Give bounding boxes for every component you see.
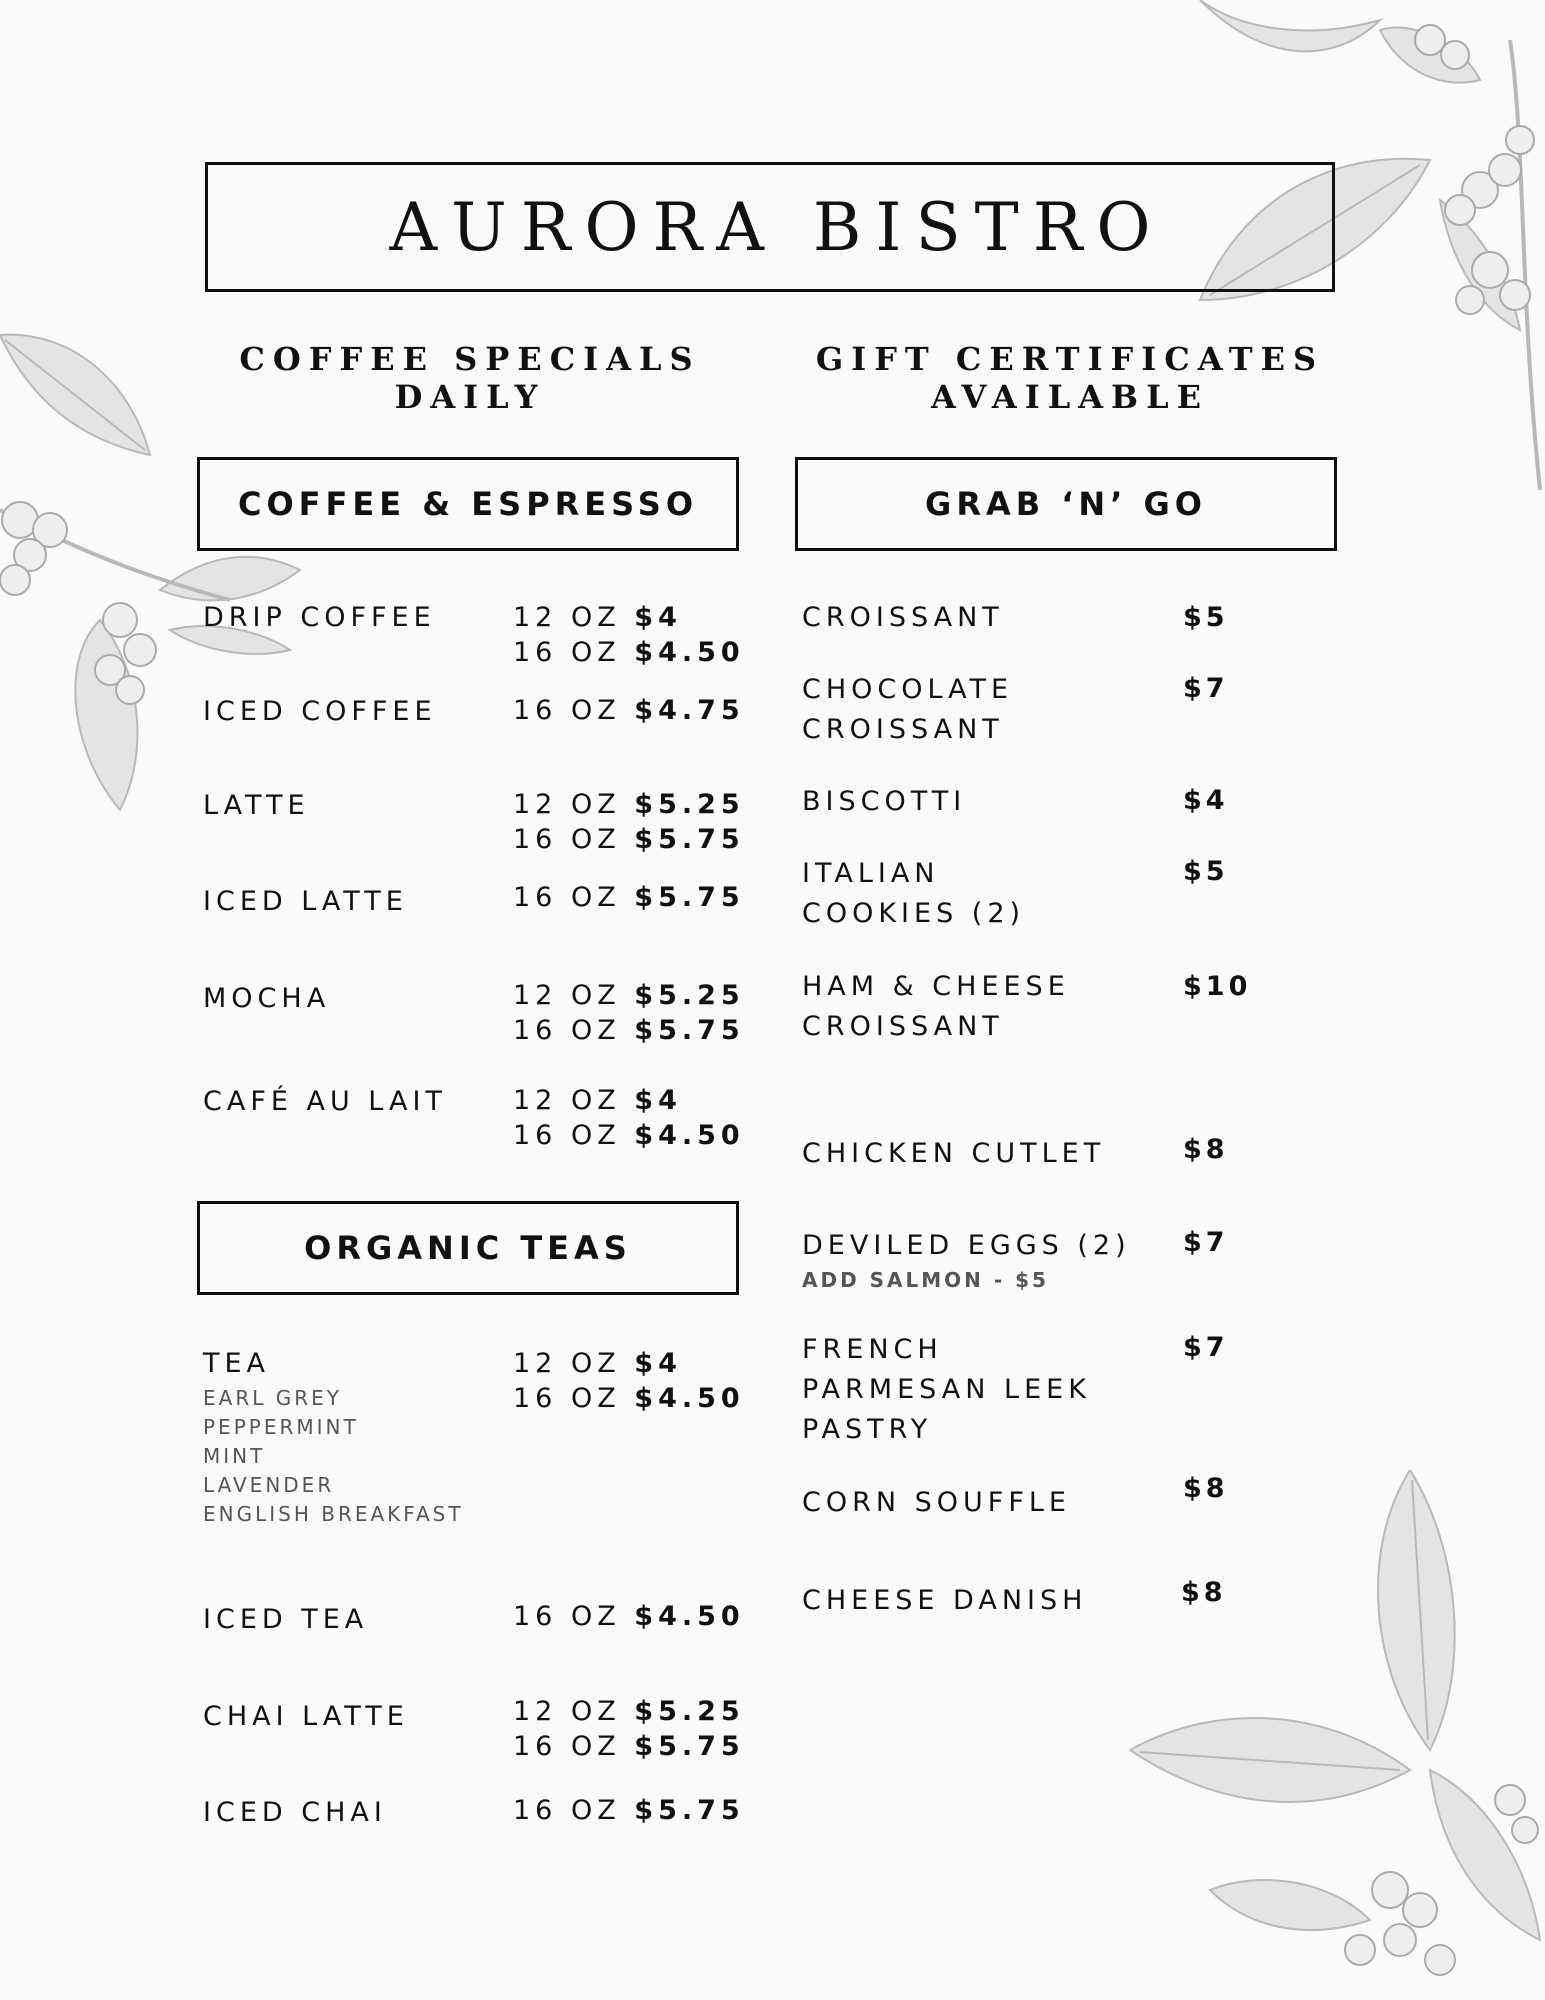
item-price: $7 [1183, 1332, 1229, 1363]
price-size: 16 OZ [513, 1601, 621, 1632]
price-line [513, 880, 745, 915]
item-name: CHOCOLATE [802, 674, 1014, 705]
item-name: ICED COFFEE [203, 696, 437, 727]
item-prices [513, 1599, 745, 1634]
item-price: $4 [1183, 785, 1229, 816]
menu-item [203, 786, 310, 826]
item-prices [513, 1694, 745, 1764]
menu-item [802, 1483, 1071, 1523]
price-value: $5.25 [634, 789, 745, 820]
price-value: $4.50 [634, 1383, 745, 1414]
item-name: CHEESE DANISH [802, 1585, 1088, 1616]
menu-item [203, 882, 408, 922]
menu-item [203, 1344, 464, 1529]
item-price: $7 [1183, 1227, 1229, 1258]
tagline-line: DAILY [394, 378, 546, 416]
price-value: $5.75 [634, 1795, 745, 1826]
price-value: $4 [634, 602, 682, 633]
item-note: ADD SALMON - $5 [802, 1268, 1049, 1292]
item-name: ICED LATTE [203, 886, 408, 917]
menu-item [203, 1793, 387, 1833]
section-title: ORGANIC TEAS [304, 1229, 632, 1267]
item-name: PARMESAN LEEK [802, 1374, 1091, 1405]
menu-item [203, 598, 436, 638]
item-prices [513, 978, 745, 1048]
coffee-branch-bottom-right-icon [1130, 1470, 1545, 2000]
item-name: FRENCH [802, 1334, 943, 1365]
item-name: BISCOTTI [802, 786, 967, 817]
price-line [513, 1083, 745, 1118]
section-title: COFFEE & ESPRESSO [237, 485, 699, 523]
tea-variety: MINT [203, 1444, 266, 1468]
price-line [513, 600, 745, 635]
item-prices [513, 787, 745, 857]
price-value: $5.75 [634, 1731, 745, 1762]
item-name: MOCHA [203, 983, 331, 1014]
price-value: $4 [634, 1348, 682, 1379]
menu-item [802, 598, 1004, 638]
tea-variety: EARL GREY [203, 1386, 342, 1410]
price-size: 16 OZ [513, 637, 621, 668]
price-value: $5.25 [634, 980, 745, 1011]
price-size: 12 OZ [513, 1348, 621, 1379]
price-size: 16 OZ [513, 1015, 621, 1046]
price-value: $5.25 [634, 1696, 745, 1727]
item-name: CROISSANT [802, 602, 1004, 633]
price-size: 16 OZ [513, 1795, 621, 1826]
item-name: DRIP COFFEE [203, 602, 436, 633]
item-name: CHICKEN CUTLET [802, 1138, 1106, 1169]
price-line [513, 1346, 745, 1381]
page-title: AURORA BISTRO [389, 188, 1165, 266]
price-line [513, 978, 745, 1013]
tagline-coffee-specials [190, 340, 750, 416]
price-line [513, 635, 745, 670]
item-prices [513, 693, 745, 728]
item-price: $8 [1183, 1134, 1229, 1165]
price-line [513, 1599, 745, 1634]
menu-item [802, 1581, 1087, 1621]
item-prices [513, 600, 745, 670]
price-size: 16 OZ [513, 1120, 621, 1151]
menu-item [203, 692, 437, 732]
price-line [513, 1381, 745, 1416]
section-title: GRAB ‘N’ GO [925, 485, 1207, 523]
price-size: 16 OZ [513, 824, 621, 855]
tagline-line: COFFEE SPECIALS [239, 340, 701, 378]
price-value: $4.75 [634, 695, 745, 726]
menu-item [802, 854, 1025, 934]
price-size: 16 OZ [513, 695, 621, 726]
item-prices [513, 1793, 745, 1828]
item-name: CROISSANT [802, 714, 1004, 745]
section-header-grab [795, 457, 1337, 551]
title-box [205, 162, 1335, 292]
price-line [513, 1694, 745, 1729]
item-name: PASTRY [802, 1414, 933, 1445]
menu-item [802, 967, 1070, 1047]
item-name: ICED TEA [203, 1604, 369, 1635]
tea-variety: ENGLISH BREAKFAST [203, 1502, 464, 1526]
menu-item [802, 782, 966, 822]
menu-item [203, 979, 330, 1019]
price-value: $4.50 [634, 1601, 745, 1632]
section-header-teas [197, 1201, 739, 1295]
menu-item [802, 1134, 1105, 1174]
item-name: LATTE [203, 790, 310, 821]
item-prices [513, 880, 745, 915]
tagline-line: AVAILABLE [931, 378, 1209, 416]
section-header-coffee [197, 457, 739, 551]
menu-item [802, 1226, 1131, 1295]
price-line [513, 822, 745, 857]
item-name: DEVILED EGGS (2) [802, 1230, 1131, 1261]
price-line [513, 1013, 745, 1048]
item-price: $5 [1183, 602, 1229, 633]
item-prices [513, 1346, 745, 1416]
tea-variety: LAVENDER [203, 1473, 335, 1497]
price-size: 12 OZ [513, 980, 621, 1011]
price-line [513, 693, 745, 728]
price-size: 16 OZ [513, 1383, 621, 1414]
menu-item [203, 1082, 447, 1122]
price-size: 12 OZ [513, 1085, 621, 1116]
item-name: CORN SOUFFLE [802, 1487, 1071, 1518]
item-name: ICED CHAI [203, 1797, 387, 1828]
item-price: $8 [1181, 1577, 1227, 1608]
price-value: $4 [634, 1085, 682, 1116]
menu-item [203, 1600, 368, 1640]
item-prices [513, 1083, 745, 1153]
menu-item [802, 670, 1013, 750]
item-name: CHAI LATTE [203, 1701, 409, 1732]
price-value: $5.75 [634, 824, 745, 855]
price-size: 12 OZ [513, 789, 621, 820]
price-size: 16 OZ [513, 882, 621, 913]
price-line [513, 1793, 745, 1828]
item-name: CAFÉ AU LAIT [203, 1086, 447, 1117]
price-value: $5.75 [634, 882, 745, 913]
price-line [513, 787, 745, 822]
price-line [513, 1729, 745, 1764]
item-price: $7 [1183, 673, 1229, 704]
item-name: TEA [203, 1348, 271, 1379]
tagline-gift-certificates [790, 340, 1350, 416]
item-name: COOKIES (2) [802, 898, 1026, 929]
item-price: $10 [1183, 971, 1252, 1002]
price-size: 12 OZ [513, 1696, 621, 1727]
item-name: HAM & CHEESE [802, 971, 1070, 1002]
item-price: $5 [1183, 856, 1229, 887]
price-line [513, 1118, 745, 1153]
tea-variety: PEPPERMINT [203, 1415, 359, 1439]
price-value: $4.50 [634, 1120, 745, 1151]
price-value: $4.50 [634, 637, 745, 668]
item-price: $8 [1183, 1473, 1229, 1504]
menu-item [203, 1697, 409, 1737]
tagline-line: GIFT CERTIFICATES [815, 340, 1325, 378]
menu-item [802, 1330, 1091, 1450]
price-value: $5.75 [634, 1015, 745, 1046]
price-size: 12 OZ [513, 602, 621, 633]
item-name: ITALIAN [802, 858, 940, 889]
price-size: 16 OZ [513, 1731, 621, 1762]
item-name: CROISSANT [802, 1011, 1004, 1042]
